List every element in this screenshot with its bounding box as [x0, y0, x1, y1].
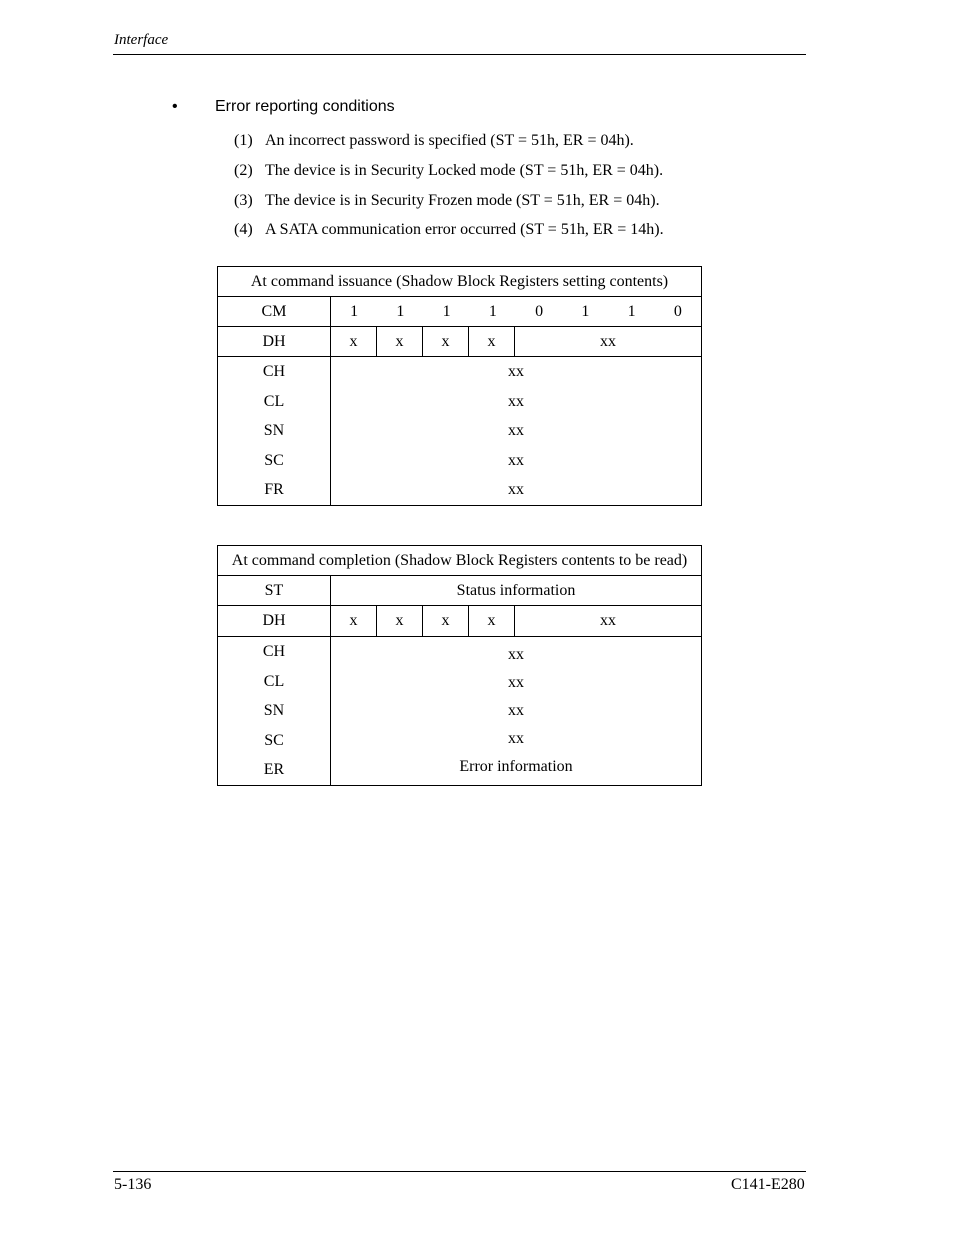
- register-name: SN: [263, 422, 285, 439]
- condition-number: (4): [234, 221, 253, 238]
- register-value: xx: [508, 422, 524, 439]
- condition-number: (2): [234, 162, 253, 179]
- register-value: Error information: [459, 757, 573, 775]
- cm-bit: 1: [488, 302, 497, 320]
- register-value: xx: [508, 673, 524, 691]
- register-value: xx: [508, 392, 524, 410]
- cm-bit: 0: [535, 302, 544, 320]
- cm-bit: 1: [396, 302, 405, 320]
- dh-bit: x: [377, 606, 423, 637]
- dh-bit: x: [377, 327, 423, 357]
- register-name: CH: [262, 363, 286, 380]
- cm-bit: 0: [673, 302, 682, 320]
- bullet-title: Error reporting conditions: [215, 98, 395, 115]
- dh-rest: xx: [515, 327, 702, 357]
- register-value: xx: [508, 729, 524, 747]
- register-value: xx: [508, 481, 524, 498]
- dh-bit: x: [331, 327, 377, 357]
- dh-rest: xx: [515, 606, 702, 637]
- dh-bit: x: [331, 606, 377, 637]
- cm-bit: 1: [627, 302, 636, 320]
- register-name: SN: [263, 702, 285, 719]
- register-name: ER: [263, 761, 285, 778]
- register-name: CH: [262, 643, 286, 660]
- cm-bits: [331, 297, 702, 327]
- register-name-dh: DH: [218, 327, 331, 357]
- register-group-names: [218, 637, 331, 786]
- register-value: xx: [508, 701, 524, 719]
- condition-text: The device is in Security Locked mode (ST = 51h, ER = 04h).: [265, 162, 664, 179]
- condition-text: The device is in Security Frozen mode (ST = 51h, ER = 04h).: [265, 192, 660, 209]
- register-name-cm: CM: [218, 297, 331, 327]
- register-value: xx: [508, 645, 524, 663]
- running-header: Interface: [114, 32, 169, 48]
- condition-item: [234, 132, 634, 150]
- header-rule: [113, 54, 806, 55]
- condition-item: [234, 221, 664, 239]
- condition-text: A SATA communication error occurred (ST = 51h, ER = 14h).: [265, 221, 664, 238]
- register-value: xx: [508, 451, 524, 469]
- register-group-values: [331, 357, 702, 506]
- condition-text: An incorrect password is specified (ST = 51h, ER = 04h).: [265, 132, 634, 149]
- register-name-dh: DH: [218, 606, 331, 637]
- dh-bit: x: [423, 606, 469, 637]
- completion-register-table: [217, 545, 702, 786]
- register-name-st: ST: [218, 576, 331, 606]
- register-group-names: [218, 357, 331, 506]
- issuance-table-title: At command issuance (Shadow Block Registers setting contents): [218, 267, 702, 297]
- document-id: C141-E280: [731, 1176, 805, 1193]
- cm-bit: 1: [350, 302, 359, 320]
- dh-bit: x: [469, 327, 515, 357]
- register-group-values: [331, 637, 702, 786]
- register-value: xx: [508, 363, 524, 380]
- cm-bit: 1: [442, 302, 451, 320]
- footer-rule: [113, 1171, 806, 1172]
- condition-number: (3): [234, 192, 253, 209]
- bullet-icon: •: [172, 98, 178, 115]
- register-name: SC: [264, 451, 284, 469]
- completion-table-title: At command completion (Shadow Block Registers contents to be read): [218, 546, 702, 576]
- dh-bit: x: [423, 327, 469, 357]
- condition-number: (1): [234, 132, 253, 149]
- condition-item: [234, 192, 660, 210]
- cm-bit: 1: [581, 302, 590, 320]
- register-name: CL: [263, 392, 285, 410]
- register-name: SC: [264, 731, 284, 749]
- page-number: 5-136: [114, 1176, 152, 1193]
- dh-bit: x: [469, 606, 515, 637]
- issuance-register-table: [217, 266, 702, 506]
- condition-item: [234, 162, 663, 180]
- register-name: CL: [263, 672, 285, 690]
- register-name: FR: [264, 481, 284, 498]
- st-value: Status information: [331, 576, 702, 606]
